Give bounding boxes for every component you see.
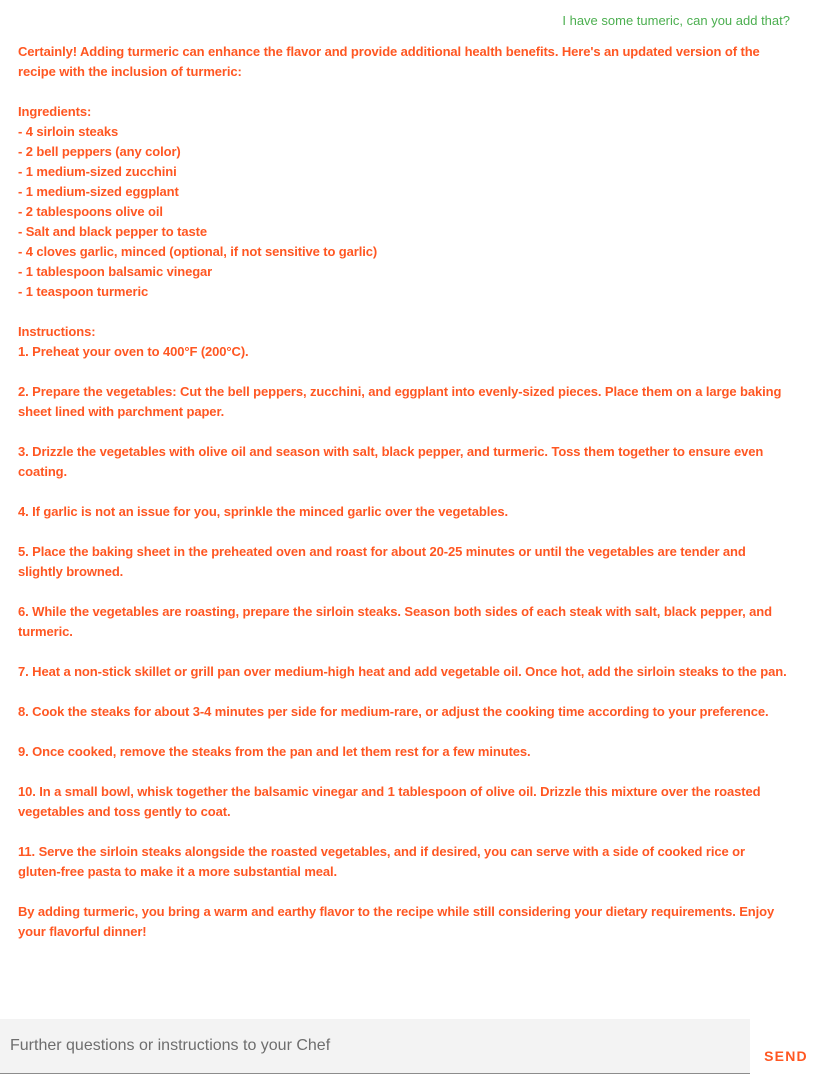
ingredient-item: - 4 sirloin steaks <box>18 124 119 139</box>
ingredient-item: - 1 tablespoon balsamic vinegar <box>18 264 213 279</box>
instructions-section <box>18 322 790 362</box>
instruction-step: 10. In a small bowl, whisk together the balsamic vinegar and 1 tablespoon of olive oil. Drizzle this mixture over the roasted vegetables and toss gently to coat. <box>18 784 761 819</box>
chef-question-input[interactable] <box>0 1019 750 1073</box>
ingredient-item: - Salt and black pepper to taste <box>18 224 207 239</box>
instruction-step: 8. Cook the steaks for about 3-4 minutes per side for medium-rare, or adjust the cooking time according to your preference. <box>18 704 769 719</box>
assistant-message <box>18 42 790 942</box>
user-message: I have some tumeric, can you add that? <box>562 13 790 28</box>
instruction-step: 1. Preheat your oven to 400°F (200°C). <box>18 344 249 359</box>
ingredient-item: - 2 bell peppers (any color) <box>18 144 181 159</box>
message-composer <box>0 1019 750 1074</box>
send-button[interactable]: SEND <box>752 1038 820 1074</box>
assistant-intro: Certainly! Adding turmeric can enhance the flavor and provide additional health benefits. Here's an updated version of the recipe with the inclusion of turmeric: <box>18 44 760 79</box>
ingredient-item: - 4 cloves garlic, minced (optional, if not sensitive to garlic) <box>18 244 378 259</box>
ingredients-section <box>18 102 790 302</box>
ingredient-item: - 1 medium-sized zucchini <box>18 164 177 179</box>
ingredient-item: - 1 teaspoon turmeric <box>18 284 149 299</box>
instruction-step: 2. Prepare the vegetables: Cut the bell peppers, zucchini, and eggplant into evenly-sized pieces. Place them on a large baking sheet lined with parchment paper. <box>18 384 782 419</box>
instruction-step: 9. Once cooked, remove the steaks from the pan and let them rest for a few minutes. <box>18 744 531 759</box>
instruction-step: 6. While the vegetables are roasting, prepare the sirloin steaks. Season both sides of each steak with salt, black pepper, and turmeric. <box>18 604 772 639</box>
assistant-outro: By adding turmeric, you bring a warm and earthy flavor to the recipe while still considering your dietary requirements. Enjoy your flavorful dinner! <box>18 904 775 939</box>
instruction-step: 7. Heat a non-stick skillet or grill pan over medium-high heat and add vegetable oil. Once hot, add the sirloin steaks to the pan. <box>18 664 787 679</box>
ingredients-heading: Ingredients: <box>18 104 92 119</box>
instruction-step: 4. If garlic is not an issue for you, sprinkle the minced garlic over the vegetables. <box>18 504 508 519</box>
instruction-step: 5. Place the baking sheet in the preheated oven and roast for about 20-25 minutes or until the vegetables are tender and slightly browned. <box>18 544 746 579</box>
ingredient-item: - 1 medium-sized eggplant <box>18 184 179 199</box>
instruction-step: 11. Serve the sirloin steaks alongside the roasted vegetables, and if desired, you can serve with a side of cooked rice or gluten-free pasta to make it a more substantial meal. <box>18 844 745 879</box>
instructions-heading: Instructions: <box>18 324 96 339</box>
instruction-step: 3. Drizzle the vegetables with olive oil and season with salt, black pepper, and turmeric. Toss them together to ensure even coating. <box>18 444 764 479</box>
ingredient-item: - 2 tablespoons olive oil <box>18 204 163 219</box>
